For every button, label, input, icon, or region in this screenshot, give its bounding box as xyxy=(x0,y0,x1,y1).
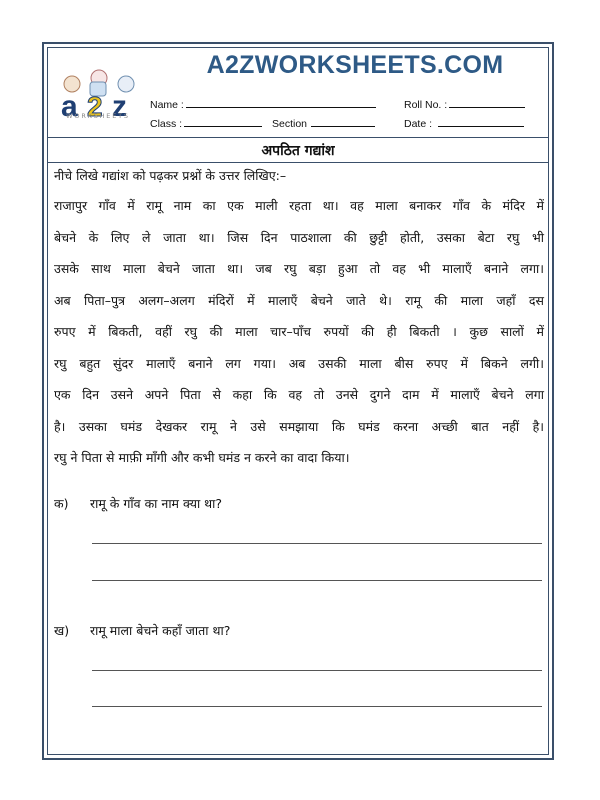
date-field xyxy=(404,118,524,130)
class-label: Class : xyxy=(150,118,183,130)
class-blank xyxy=(184,125,262,127)
passage-line: रघु बहुत सुंदर मालाएँ बनाने लग गया। अब उसकी माला बीस रुपए में बिकने लगी। xyxy=(54,355,544,371)
header-divider xyxy=(47,137,549,138)
passage-line: रुपए में बिकती, वहीं रघु की माला चार–पाँच रुपयों की ही बिकती । कुछ सालों में xyxy=(54,324,544,339)
question-2 xyxy=(54,622,230,639)
question-1 xyxy=(54,495,222,512)
roll-field xyxy=(404,99,525,111)
roll-label: Roll No. : xyxy=(404,99,448,111)
answer-line[interactable] xyxy=(92,670,542,671)
passage xyxy=(54,190,544,474)
class-field xyxy=(150,118,262,130)
name-blank xyxy=(186,106,376,108)
section-blank xyxy=(311,125,375,127)
passage-line: एक दिन उसने अपने पिता से कहा कि वह तो उनसे दुगने दाम में मालाएँ बेचने लगा xyxy=(54,387,544,402)
question-number: ख) xyxy=(54,623,70,638)
section-field xyxy=(272,118,375,130)
passage-line: है। उसका घमंड देखकर रामू ने उसे समझाया कि घमंड करना अच्छी बात नहीं है। xyxy=(54,418,544,434)
answer-line[interactable] xyxy=(92,706,542,707)
logo-subtext: WORKSHEETS xyxy=(66,112,130,120)
svg-text:z: z xyxy=(112,90,127,123)
title-divider xyxy=(47,162,549,163)
passage-line: उसके साथ माला बेचने जाता था। जब रघु बड़ा हुआ तो वह भी मालाएँ बनाने लगा। xyxy=(54,261,544,276)
name-field xyxy=(150,99,376,111)
passage-line: अब पिता–पुत्र अलग–अलग मंदिरों में मालाएँ बेचने जाते थे। रामू की माला जहाँ दस xyxy=(54,292,544,308)
passage-line: राजापुर गाँव में रामू नाम का एक माली रहता था। वह माला बनाकर गाँव के मंदिर में xyxy=(54,198,544,213)
question-number: क) xyxy=(54,496,69,511)
site-title: A2ZWORKSHEETS.COM xyxy=(206,51,504,79)
answer-line[interactable] xyxy=(92,543,542,544)
passage-line: रघु ने पिता से माफ़ी माँगी और कभी घमंड न करने का वादा किया। xyxy=(54,450,350,465)
svg-text:2: 2 xyxy=(87,91,103,122)
date-label: Date : xyxy=(404,118,433,130)
name-label: Name : xyxy=(150,99,184,111)
svg-text:a: a xyxy=(61,90,78,123)
passage-line: बेचने के लिए ले जाता था। जिस दिन पाठशाला की छुट्टी होती, उसका बेटा रघु भी xyxy=(54,229,544,245)
instruction-text: नीचे लिखे गद्यांश को पढ़कर प्रश्नों के उत्तर लिखिए:– xyxy=(54,168,287,183)
question-text: रामू माला बेचने कहाँ जाता था? xyxy=(90,623,231,638)
worksheet-title: अपठित गद्यांश xyxy=(261,143,335,159)
section-label: Section xyxy=(272,118,308,130)
answer-line[interactable] xyxy=(92,580,542,581)
question-text: रामू के गाँव का नाम क्या था? xyxy=(90,496,223,511)
roll-blank xyxy=(449,106,525,108)
date-blank xyxy=(438,125,524,127)
